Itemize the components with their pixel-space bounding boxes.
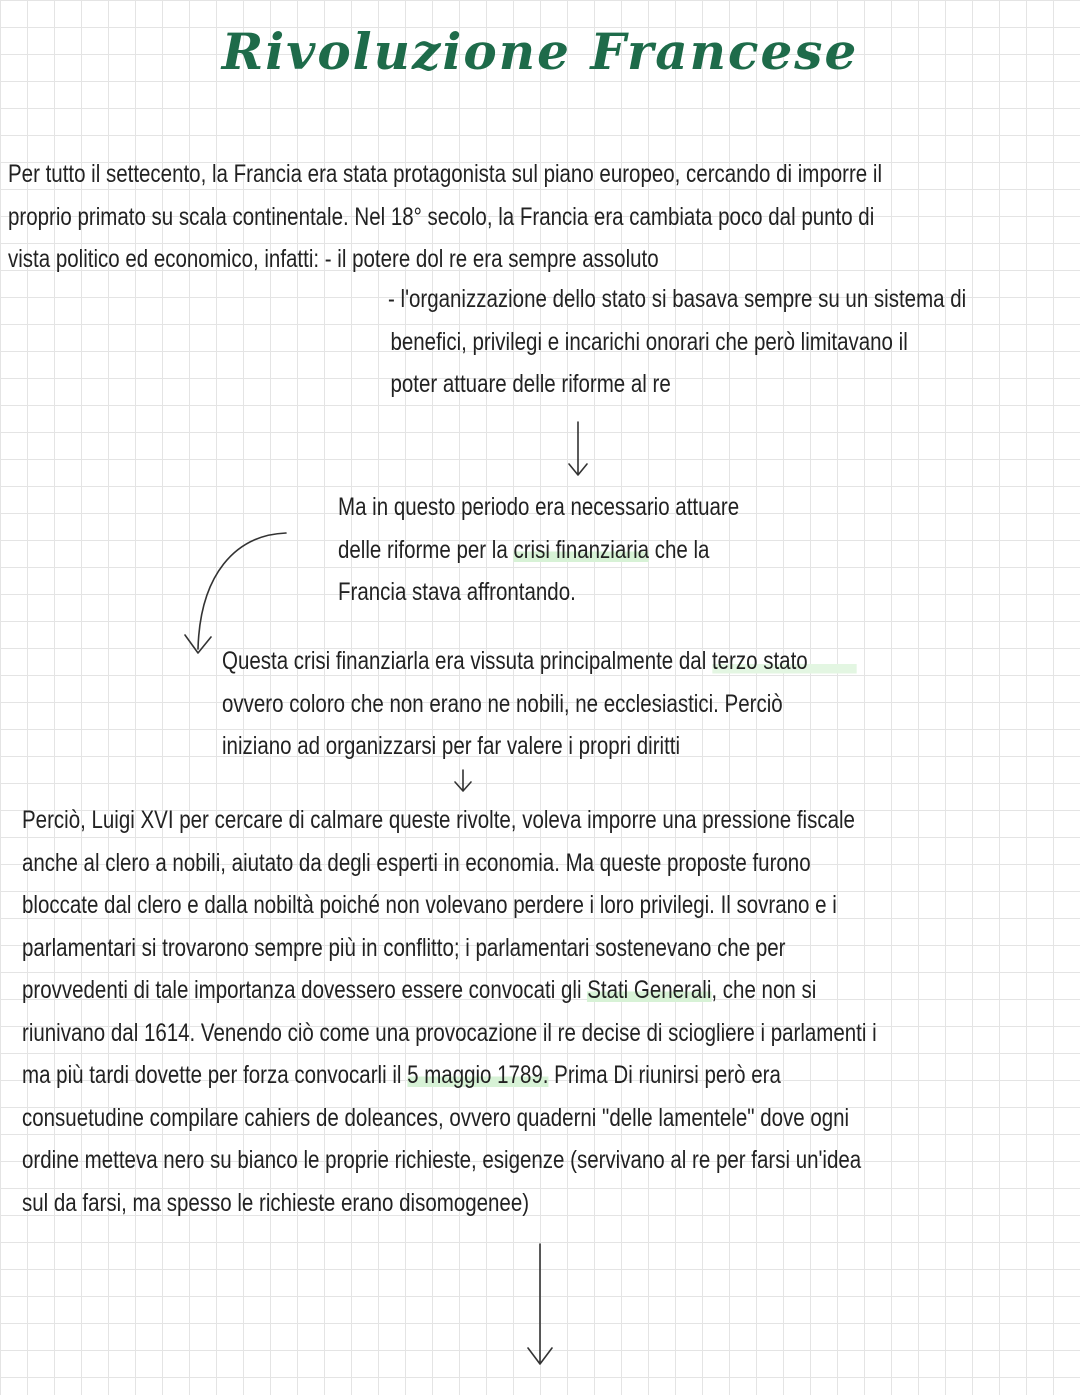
reform-line: Ma in questo periodo era necessario attuare	[338, 493, 740, 521]
main-line: sul da farsi, ma spesso le richieste erano disomogenee)	[22, 1188, 530, 1217]
highlight-crisi-finanziaria: crisi finanziaria	[513, 535, 650, 564]
main-line: parlamentari si trovarono sempre più in conflitto; i parlamentari sostenevano che per	[22, 933, 786, 962]
main-line: ma più tardi dovette per forza convocarli il 5 maggio 1789. Prima Di riunirsi però era	[22, 1061, 781, 1089]
small-down-arrow-icon	[448, 768, 478, 794]
main-line: Perciò, Luigi XVI per cercare di calmare queste rivolte, voleva imporre una pressione fiscale	[22, 806, 855, 834]
main-line: consuetudine compilare cahiers de doleances, ovvero quaderni "delle lamentele" dove ogni	[22, 1103, 850, 1132]
long-down-arrow-icon	[520, 1240, 560, 1370]
main-line: bloccate dal clero e dalla nobiltà poiché non volevano perdere i loro privilegi. Il sovrano e i	[22, 891, 837, 919]
intro-line: proprio primato su scala continentale. Nel 18° secolo, la Francia era cambiata poco dal punto di	[8, 202, 875, 231]
reform-line: Francia stava affrontando.	[338, 578, 576, 606]
main-line: riunivano dal 1614. Venendo ciò come una provocazione il re decise di sciogliere i parlamenti i	[22, 1018, 877, 1047]
intro-paragraph	[8, 153, 882, 281]
intro-line: Per tutto il settecento, la Francia era stata protagonista sul piano europeo, cercando di imporre il	[8, 160, 883, 188]
main-line: provvedenti di tale importanza dovessero essere convocati gli Stati Generali, che non si	[22, 976, 817, 1004]
highlight-terzo-stato: terzo stato	[712, 647, 857, 675]
crisis-line: Questa crisi finanziarla era vissuta principalmente dal terzo stato	[222, 640, 857, 683]
highlight-stati-generali: Stati Generali	[587, 976, 712, 1004]
list-line: - l'organizzazione dello stato si basava sempre su un sistema di	[388, 285, 967, 313]
list-line: poter attuare delle riforme al re	[390, 370, 671, 398]
down-arrow-icon	[558, 418, 598, 478]
reform-line: delle riforme per la crisi finanziaria che la	[338, 535, 710, 564]
main-line: ordine metteva nero su bianco le proprie richieste, esigenze (servivano al re per farsi un'idea	[22, 1146, 862, 1174]
page-title: Rivoluzione Francese	[221, 22, 859, 81]
highlight-date: 5 maggio 1789.	[407, 1061, 549, 1089]
crisis-line: ovvero coloro che non erano ne nobili, ne ecclesiastici. Perciò	[222, 689, 783, 718]
crisis-paragraph	[222, 640, 857, 768]
main-paragraph	[22, 799, 877, 1224]
intro-line: vista politico ed economico, infatti: - il potere dol re era sempre assoluto	[8, 245, 659, 273]
list-item	[388, 278, 966, 406]
list-line: benefici, privilegi e incarichi onorari che però limitavano il	[390, 327, 908, 356]
main-line: anche al clero a nobili, aiutato da degli esperti in economia. Ma queste proposte furono	[22, 848, 811, 877]
crisis-line: iniziano ad organizzarsi per far valere i propri diritti	[222, 732, 681, 760]
reform-paragraph	[338, 486, 739, 614]
